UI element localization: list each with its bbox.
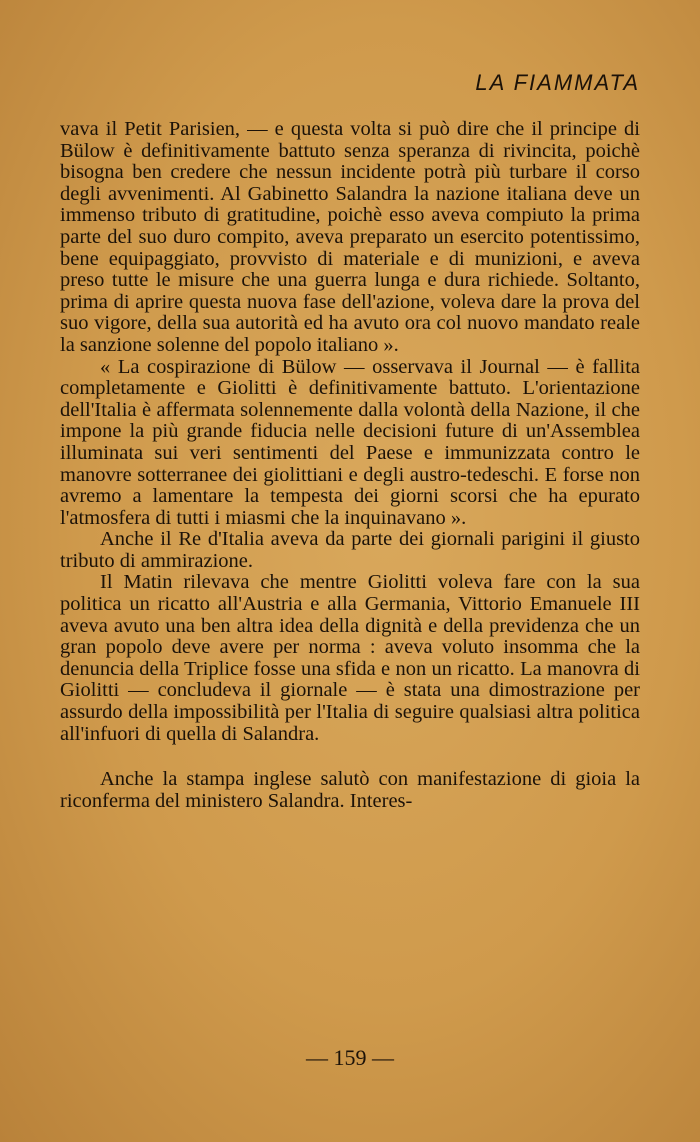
body-text — [60, 119, 640, 812]
paragraph: Anche la stampa inglese salutò con manifestazione di gioia la riconferma del ministero Salandra. Interes- — [60, 768, 640, 812]
running-title: LA FIAMMATA — [475, 70, 640, 95]
paragraph: vava il Petit Parisien, — e questa volta si può dire che il principe di Bülow è definitivamente battuto senza speranza di rivincita, poichè bisogna ben credere che nessun incidente potrà più turbare il corso degli avvenimenti. Al Gabinetto Salandra la nazione italiana deve un immenso tributo di gratitudine, poichè esso aveva compiuto la prima parte del suo duro compito, aveva preparato un esercito potentissimo, bene equipaggiato, provvisto di materiale e di munizioni, e aveva preso tutte le misure che una guerra lunga e dura richiede. Soltanto, prima di aprire questa nuova fase dell'azione, voleva dare la prova del suo vigore, della sua autorità ed ha avuto ora col nuovo mandato reale la sanzione solenne del popolo italiano ». — [60, 118, 640, 356]
page-number: — 159 — — [306, 1045, 394, 1070]
paragraph: Anche il Re d'Italia aveva da parte dei giornali parigini il giusto tributo di ammirazione. — [60, 528, 640, 572]
paragraph: Il Matin rilevava che mentre Giolitti voleva fare con la sua politica un ricatto all'Austria e alla Germania, Vittorio Emanuele III aveva avuto una ben altra idea della dignità e della previdenza che un gran popolo deve avere per norma : aveva voluto insomma che la denuncia della Triplice fosse una sfida e non un ricatto. La manovra di Giolitti — concludeva il giornale — è stata una dimostrazione per assurdo della impossibilità per l'Italia di seguire qualsiasi altra politica all'infuori di quella di Salandra. — [60, 571, 640, 745]
paragraph: « La cospirazione di Bülow — osservava il Journal — è fallita completamente e Giolitti è definitivamente battuto. L'orientazione dell'Italia è affermata solennemente dalla volontà della Nazione, il che impone la più grande fiducia nelle decisioni future di un'Assemblea illuminata sui veri sentimenti del Paese e immunizzata contro le manovre sotterranee dei giolittiani e degli austro-tedeschi. E forse non avremo a lamentare la tempesta dei giorni scorsi che ha epurato l'atmosfera di tutti i miasmi che la inquinavano ». — [60, 355, 640, 529]
